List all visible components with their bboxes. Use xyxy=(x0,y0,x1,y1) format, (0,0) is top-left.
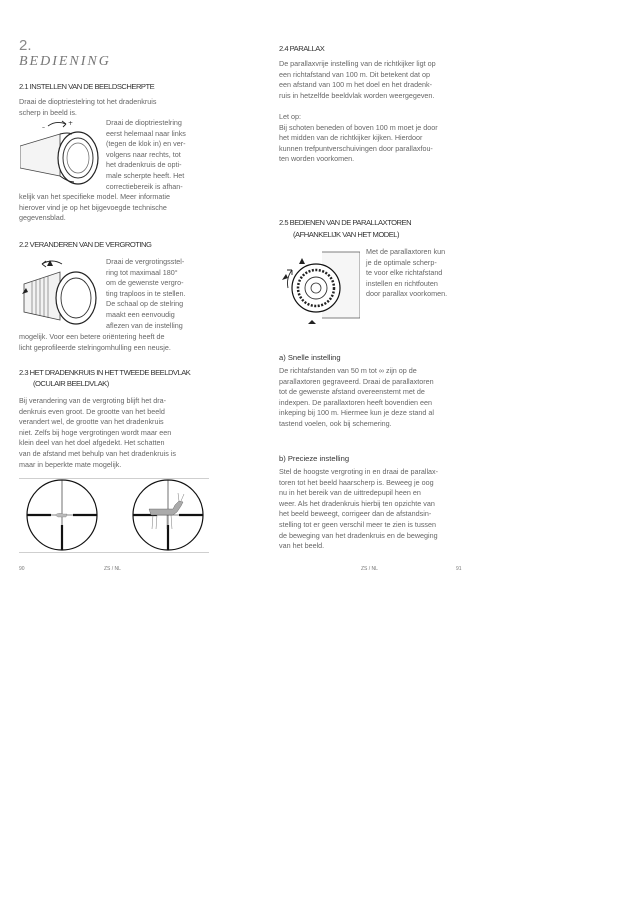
text-line: ruis in hetzelfde beeldvlak worden weergegeven. xyxy=(279,90,435,100)
section-heading-2-1: 2.1 INSTELLEN VAN DE BEELDSCHERPTE xyxy=(19,82,155,91)
text-line: maakt een eenvoudig xyxy=(106,309,175,319)
text-line: De parallaxvrije instelling van de richtkijker ligt op xyxy=(279,59,436,68)
text-line: mogelijk. Voor een betere oriëntering heeft de xyxy=(19,332,165,341)
section-heading-2-2: 2.2 VERANDEREN VAN DE VERGROTING xyxy=(19,240,152,249)
page-number-right: 91 xyxy=(456,566,462,572)
paragraph-2-4 xyxy=(279,59,467,101)
paragraph-2-1-intro xyxy=(19,97,207,118)
text-line: stelling tot er geen verschil meer te zien is tussen xyxy=(279,519,437,529)
text-line: tot de gewenste afstand overeenstemt met de xyxy=(279,387,425,397)
paragraph-2-1-wrap xyxy=(106,118,207,192)
text-line: van de afstand met behulp van het dradenkruis is xyxy=(19,448,177,458)
paragraph-2-3 xyxy=(19,396,207,470)
note-label: Let op: xyxy=(279,112,301,121)
text-line: Bij schoten beneden of boven 100 m moet je door xyxy=(279,122,438,132)
text-line: Draai de dioptriestelring xyxy=(106,118,182,127)
reticle-comparison-illustration xyxy=(25,479,205,551)
text-line: denkruis even groot. De grootte van het beeld xyxy=(19,406,165,416)
text-line: licht geprofileerde stelringomhulling een neusje. xyxy=(19,342,171,352)
paragraph-2-2-end xyxy=(19,332,207,353)
text-line: Bij verandering van de vergroting blijft het dra- xyxy=(19,396,167,405)
text-line: ting traploos in te stellen. xyxy=(106,288,186,298)
text-line: indexpen. De parallaxtoren heeft bovendien een xyxy=(279,397,433,407)
chapter-number: 2. xyxy=(19,37,32,54)
text-line: kunnen trefpuntverschuivingen door parallaxfou- xyxy=(279,143,433,153)
text-line: De richtafstanden van 50 m tot ∞ zijn op de xyxy=(279,366,417,375)
text-line: aflezen van de instelling xyxy=(106,320,183,330)
text-line: te voor elke richtafstand xyxy=(366,268,443,278)
text-line: maar in beperkte mate mogelijk. xyxy=(19,459,122,469)
figure-divider-bottom xyxy=(19,552,209,553)
text-line: een richtafstand van 100 m. Dit betekent dat op xyxy=(279,69,431,79)
text-line: een afstand van 100 m het doel en het dradenk- xyxy=(279,80,433,90)
text-line: tastend voelen, ook bij schemering. xyxy=(279,418,392,428)
language-code-right: ZS / NL xyxy=(361,566,378,572)
svg-text:–: – xyxy=(42,124,45,131)
paragraph-precise-setting xyxy=(279,467,467,552)
parallax-turret-illustration xyxy=(282,248,360,328)
text-line: om de gewenste vergro- xyxy=(106,278,184,288)
text-line: instellen en richtfouten xyxy=(366,278,438,288)
subheading-quick-setting: a) Snelle instelling xyxy=(279,353,341,362)
text-line: (tegen de klok in) en ver- xyxy=(106,139,186,149)
text-line: Draai de dioptriestelring tot het dradenkruis xyxy=(19,97,157,106)
text-line: het beeld beweegt, corrigeer dan de afstandsin- xyxy=(279,509,432,519)
text-line: ring tot maximaal 180° xyxy=(106,267,178,277)
diopter-ring-illustration xyxy=(20,116,104,192)
chapter-title: BEDIENING xyxy=(19,54,111,69)
text-line: Draai de vergrotingsstel- xyxy=(106,257,185,266)
paragraph-2-5-wrap xyxy=(366,247,466,300)
text-line: hierover vind je op het bijgevoegde technische xyxy=(19,202,167,212)
section-heading-2-5-sub: (AFHANKELIJK VAN HET MODEL) xyxy=(293,230,400,239)
text-line: de beweging van het dradenkruis en de beweging xyxy=(279,530,438,540)
text-line: scherp in beeld is. xyxy=(19,107,77,117)
text-line: je de optimale scherp- xyxy=(366,257,437,267)
text-line: Stel de hoogste vergroting in en draai de parallax- xyxy=(279,467,439,476)
language-code-left: ZS / NL xyxy=(104,566,121,572)
paragraph-quick-setting xyxy=(279,366,467,430)
text-line: nu in het bereik van de uittredepupil heen en xyxy=(279,488,421,498)
paragraph-2-1-end xyxy=(19,192,207,224)
text-line: gegevensblad. xyxy=(19,213,66,223)
note-2-4 xyxy=(279,112,467,165)
text-line: van het beeld. xyxy=(279,541,325,551)
section-heading-2-3-sub: (OCULAIR BEELDVLAK) xyxy=(33,379,109,388)
text-line: door parallax voorkomen. xyxy=(366,289,448,299)
text-line: Met de parallaxtoren kun xyxy=(366,247,446,256)
text-line: verandert wel, de grootte van het dradenkruis xyxy=(19,417,164,427)
page-number-left: 90 xyxy=(19,566,25,572)
text-line: het midden van de richtkijker kijken. Hierdoor xyxy=(279,133,423,143)
section-heading-2-5: 2.5 BEDIENEN VAN DE PARALLAXTOREN xyxy=(279,218,412,227)
section-heading-2-3: 2.3 HET DRADENKRUIS IN HET TWEEDE BEELDVLAK xyxy=(19,368,191,377)
text-line: klein deel van het doel afgedekt. Het schatten xyxy=(19,438,165,448)
magnification-ring-illustration xyxy=(20,258,104,334)
text-line: De schaal op de stelring xyxy=(106,299,184,309)
text-line: parallaxtoren gegraveerd. Draai de parallaxtoren xyxy=(279,376,434,386)
text-line: niet. Zelfs bij hoge vergrotingen wordt maar een xyxy=(19,427,172,437)
svg-text:+: + xyxy=(68,120,74,127)
text-line: toren tot het beeld haarscherp is. Beweeg je oog xyxy=(279,477,434,487)
text-line: eerst helemaal naar links xyxy=(106,128,186,138)
text-line: weer. Als het dradenkruis hierbij ten opzichte van xyxy=(279,498,435,508)
section-heading-2-4: 2.4 PARALLAX xyxy=(279,44,325,53)
text-line: correctiebereik is afhan- xyxy=(106,181,183,191)
text-line: het dradenkruis de opti- xyxy=(106,160,182,170)
text-line: kelijk van het specifieke model. Meer informatie xyxy=(19,192,171,201)
paragraph-2-2-wrap xyxy=(106,257,207,331)
text-line: ten worden voorkomen. xyxy=(279,154,355,164)
text-line: volgens naar rechts, tot xyxy=(106,149,181,159)
text-line: inkeping bij 100 m. Hiermee kun je deze stand al xyxy=(279,408,435,418)
text-line: male scherpte heeft. Het xyxy=(106,170,185,180)
subheading-precise-setting: b) Precieze instelling xyxy=(279,454,350,463)
